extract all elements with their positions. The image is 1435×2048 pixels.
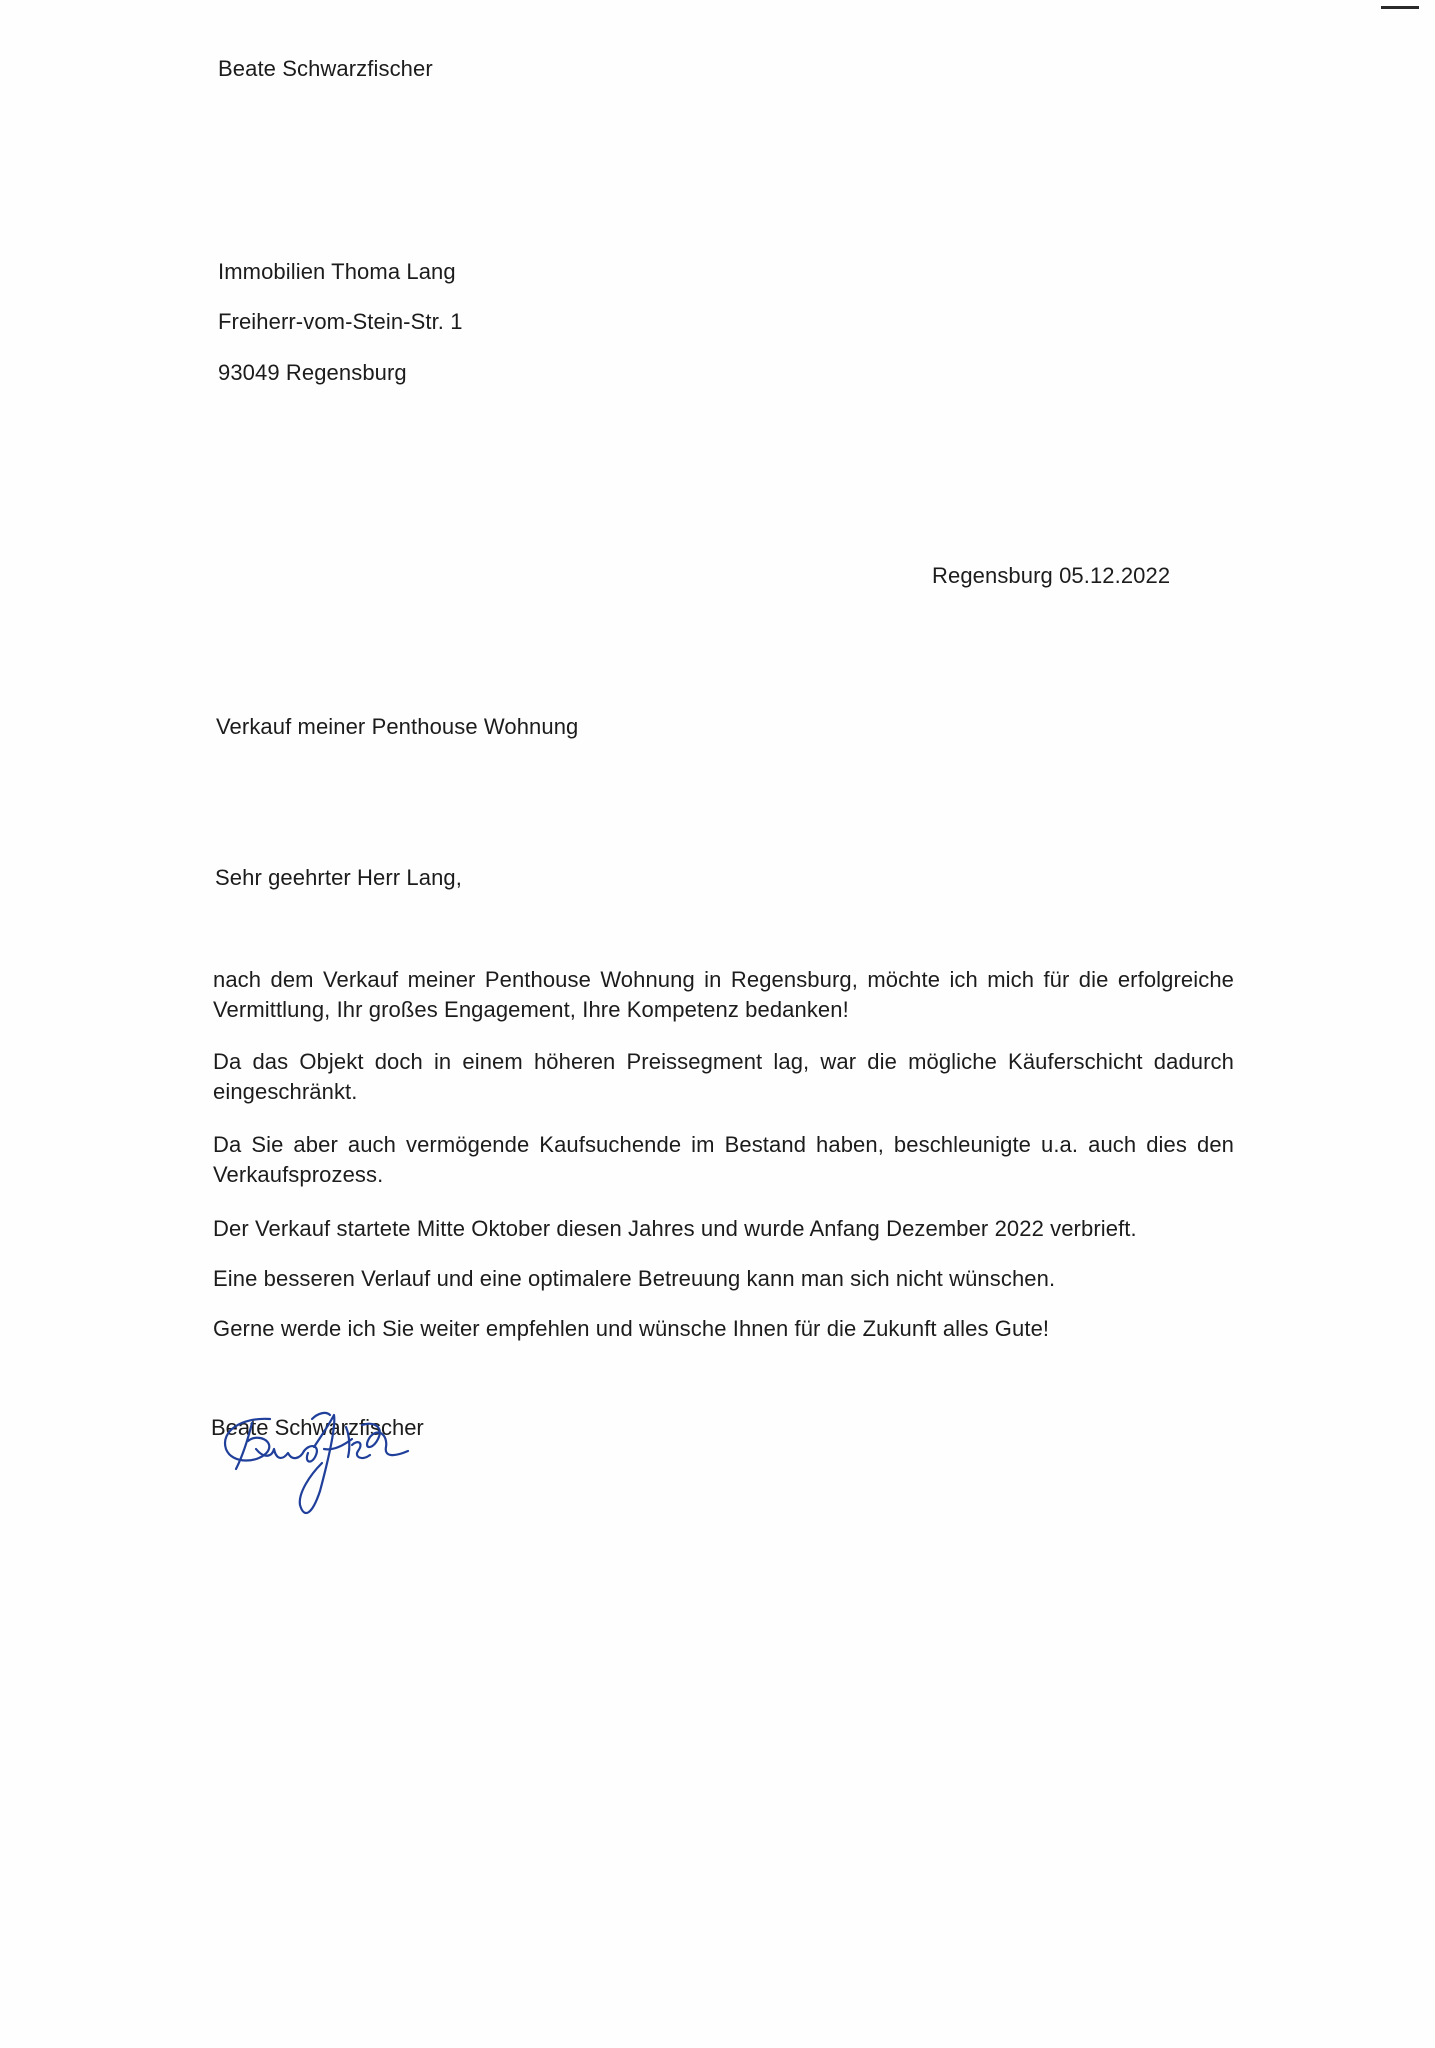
body-paragraph-5: Eine besseren Verlauf und eine optimalere Betreuung kann man sich nicht wünschen. bbox=[213, 1266, 1056, 1291]
body-paragraph-6: Gerne werde ich Sie weiter empfehlen und wünsche Ihnen für die Zukunft alles Gute! bbox=[213, 1316, 1050, 1341]
subject-line: Verkauf meiner Penthouse Wohnung bbox=[216, 714, 579, 739]
salutation: Sehr geehrter Herr Lang, bbox=[215, 865, 462, 890]
recipient-company: Immobilien Thoma Lang bbox=[218, 259, 456, 284]
body-paragraph-2: Da das Objekt doch in einem höheren Preissegment lag, war die mögliche Käuferschicht dadurch eingeschränkt. bbox=[213, 1049, 1234, 1104]
body-paragraph-1: nach dem Verkauf meiner Penthouse Wohnung in Regensburg, möchte ich mich für die erfolgreiche Vermittlung, Ihr großes Engagement, Ihre Kompetenz bedanken! bbox=[213, 967, 1234, 1022]
recipient-city: 93049 Regensburg bbox=[218, 360, 407, 385]
place-date: Regensburg 05.12.2022 bbox=[932, 563, 1171, 588]
body-paragraph-3: Da Sie aber auch vermögende Kaufsuchende im Bestand haben, beschleunigte u.a. auch dies den Verkaufsprozess. bbox=[213, 1132, 1234, 1187]
recipient-street: Freiherr-vom-Stein-Str. 1 bbox=[218, 309, 463, 334]
closing-name: Beate Schwarzfischer bbox=[211, 1415, 424, 1440]
scan-edge-mark bbox=[1381, 6, 1419, 9]
signature-icon bbox=[212, 1405, 432, 1555]
sender-name: Beate Schwarzfischer bbox=[218, 56, 433, 81]
body-paragraph-4: Der Verkauf startete Mitte Oktober diesen Jahres und wurde Anfang Dezember 2022 verbrieft. bbox=[213, 1216, 1137, 1241]
